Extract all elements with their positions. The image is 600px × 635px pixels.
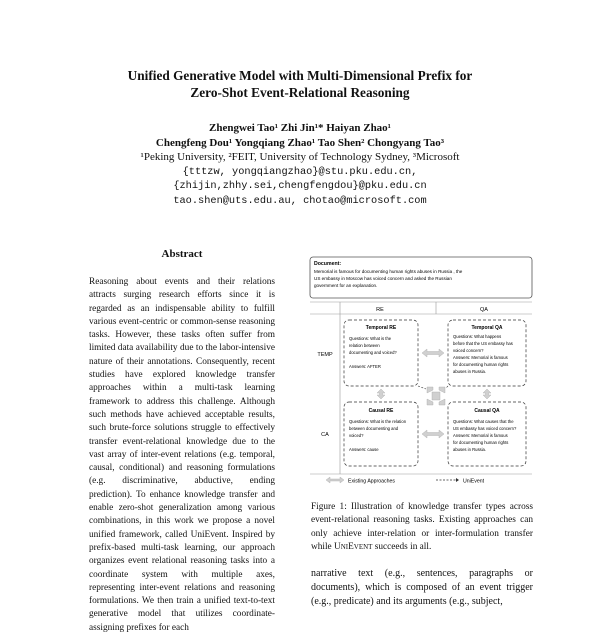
box-title: Temporal QA — [471, 325, 503, 331]
box-title: Causal RE — [368, 408, 394, 414]
box-line: for documenting human rights — [453, 362, 509, 367]
box-line: for documenting human rights — [453, 440, 509, 445]
caption-unievent: UniEvent — [333, 541, 373, 552]
caption-tail: succeeds in all. — [372, 541, 432, 552]
document-label: Document: — [314, 261, 342, 267]
body-text: narrative text (e.g., sentences, paragraphs or documents), which is composed of an event trigger (e.g., predicate) and its arguments (e.g., subject, — [311, 568, 533, 607]
paper-title — [0, 67, 600, 101]
arrow-vertical-right — [483, 389, 491, 399]
box-title: Temporal RE — [365, 325, 397, 331]
legend-existing-label: Existing Approaches — [348, 478, 396, 485]
box-line: Questions: What is the relation — [349, 419, 407, 424]
legend-existing-icon — [326, 477, 344, 483]
col-header-re: RE — [376, 307, 384, 313]
box-line: Questions: What is the — [349, 336, 392, 341]
author-block — [0, 121, 600, 208]
box-line: Questions: What causes that the — [453, 419, 514, 424]
figure-diagram — [308, 256, 534, 488]
affiliations: ¹Peking University, ²FEIT, University of Technology Sydney, ³Microsoft — [140, 151, 460, 163]
caption-body: Illustration of knowledge transfer types across event-relational reasoning tasks. Existing approaches can only achieve inter-relation or inter-formulation transfer while — [311, 502, 533, 552]
box-line: US embassy has voiced concern? — [453, 426, 517, 431]
box-line: Answers: Memorial is famous — [453, 433, 508, 438]
arrow-horizontal-top — [422, 349, 444, 357]
figure-caption — [311, 501, 533, 554]
box-line: voiced? — [349, 433, 364, 438]
center-arrow-hub — [432, 392, 440, 400]
caption-prefix: Figure 1: — [311, 502, 347, 512]
box-line: Answers: cause — [349, 447, 379, 452]
box-line: between documenting and — [349, 426, 399, 431]
box-line: Questions: What happens — [453, 334, 502, 339]
row-header-ca: CA — [321, 432, 329, 438]
box-line: abuses in Russia. — [453, 369, 487, 374]
email-line-1: {tttzw, yongqiangzhao}@stu.pku.edu.cn, — [182, 165, 418, 178]
box-line: voiced concern? — [453, 348, 484, 353]
box-line: Answers: AFTER — [349, 364, 381, 369]
title-line-1: Unified Generative Model with Multi-Dimensional Prefix for — [127, 68, 473, 83]
unievent-arrow-line — [418, 386, 426, 389]
legend-unievent-label: UniEvent — [463, 478, 485, 485]
box-line: before that the US embassy has — [453, 341, 513, 346]
arrow-vertical-left — [377, 389, 385, 399]
email-line-3: tao.shen@uts.edu.au, chotao@microsoft.com — [173, 194, 427, 207]
unievent-arrow-line — [446, 386, 448, 388]
col-header-qa: QA — [480, 307, 488, 313]
figure-1 — [308, 256, 534, 488]
box-line: abuses in Russia. — [453, 447, 487, 452]
arrow-horizontal-bottom — [422, 430, 444, 438]
legend-unievent-arrowhead — [456, 478, 459, 482]
authors-row-1: Zhengwei Tao¹ Zhi Jin¹* Haiyan Zhao¹ — [209, 122, 391, 134]
row-header-temp: TEMP — [317, 352, 333, 358]
document-text-line: US embassy in Moscow has voiced concern and asked the Russian — [314, 276, 452, 281]
abstract-text: Reasoning about events and their relations attracts surging research efforts since it is regarded as an indispensable ability to fulfill various event-centric or common-sense reasoning tasks. However, these tasks often suffer from limited data availability due to the labor-intensive nature of their annotations. Consequently, recent studies have explored knowledge transfer approaches within a multi-task learning framework to address this challenge. Although such methods have achieved acceptable results, such brute-force solutions struggle to effectively transfer event-relational knowledge due to the vast array of inter-event relations (e.g. temporal, causal, conditional) and reasoning formulations (e.g. discriminative, abductive, ending prediction). To enhance knowledge transfer and enable zero-shot generalization among various combinations, in this work we propose a novel unified framework, called UniEvent. Inspired by prefix-based multi-task learning, our approach organizes event relational reasoning tasks into a coordinate system with multiple axes, representing inter-event relations and reasoning formulations. We then train a unified text-to-text generative model that utilizes coordinate-assigning prefixes for each — [89, 277, 275, 633]
email-line-2: {zhijin,zhhy.sei,chengfengdou}@pku.edu.cn — [173, 180, 427, 192]
box-line: relation between — [349, 343, 380, 348]
document-text-line: government for an explanation. — [314, 283, 378, 288]
document-text-line: Memorial is famous for documenting human rights abuses in Russia , the — [314, 269, 463, 274]
authors-row-2: Chengfeng Dou¹ Yongqiang Zhao¹ Tao Shen² Chongyang Tao³ — [155, 136, 445, 149]
title-line-2: Zero-Shot Event-Relational Reasoning — [190, 85, 410, 100]
abstract-heading: Abstract — [161, 248, 203, 260]
box-title: Causal QA — [474, 408, 500, 414]
box-line: documenting and voiced? — [349, 350, 397, 355]
box-line: Answers: Memorial is famous — [453, 355, 508, 360]
